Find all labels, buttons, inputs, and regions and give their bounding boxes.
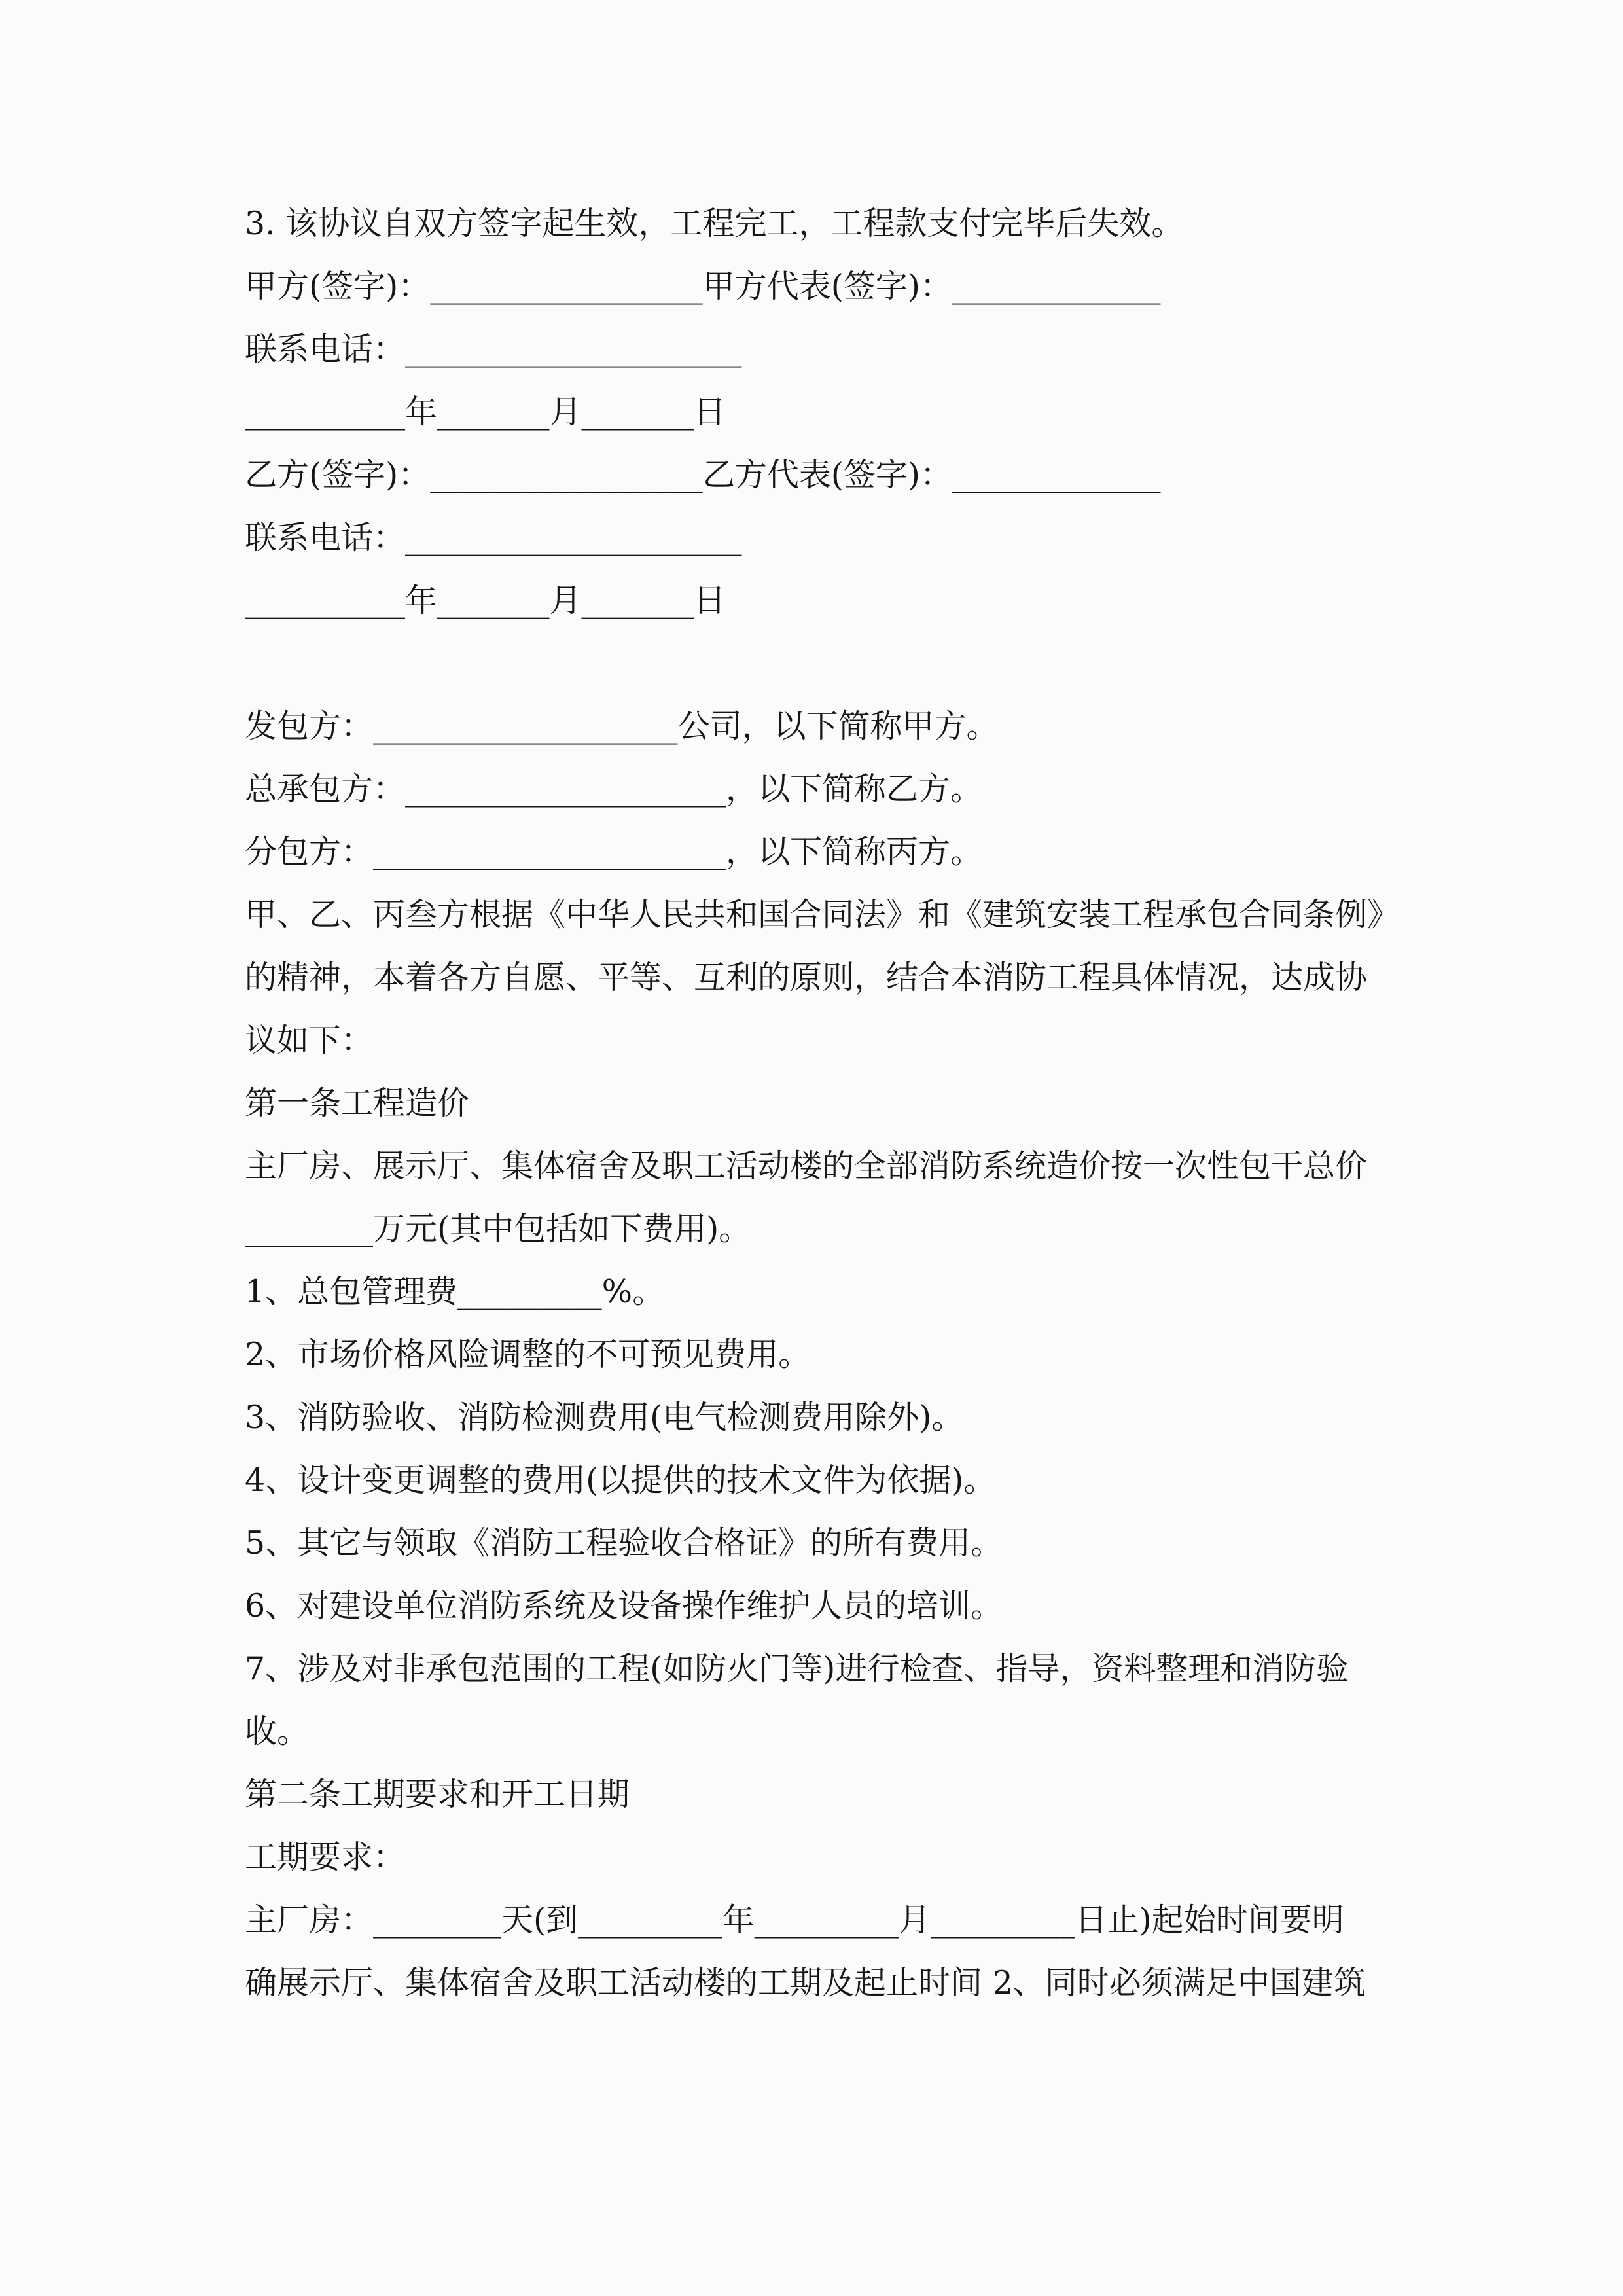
doc-line-article-1-cost-line-1: 主厂房、展示厅、集体宿舍及职工活动楼的全部消防系统造价按一次性包干总价 xyxy=(245,1147,1368,1185)
doc-line-party-a-signature-line: 甲方(签字)：_________________甲方代表(签字)：_____________ xyxy=(245,268,1161,305)
doc-line-cost-item-4: 4、设计变更调整的费用(以提供的技术文件为依据)。 xyxy=(245,1462,996,1499)
doc-line-cost-item-7-line-2: 收。 xyxy=(245,1713,310,1750)
doc-line-party-b-phone-line: 联系电话：_____________________ xyxy=(245,519,742,556)
doc-line-general-contractor-line: 总承包方：____________________，以下简称乙方。 xyxy=(245,770,983,808)
doc-line-party-a-date-line: __________年_______月_______日 xyxy=(245,393,726,431)
doc-line-cost-item-7-line-1: 7、涉及对非承包范围的工程(如防火门等)进行检查、指导，资料整理和消防验 xyxy=(245,1650,1349,1687)
doc-line-cost-item-2: 2、市场价格风险调整的不可预见费用。 xyxy=(245,1336,811,1373)
doc-line-cost-item-5: 5、其它与领取《消防工程验收合格证》的所有费用。 xyxy=(245,1524,1003,1562)
doc-line-main-plant-duration-line-1: 主厂房：________天(到_________年_________月_________日止)起始时间要明 xyxy=(245,1901,1344,1939)
doc-line-party-b-date-line: __________年_______月_______日 xyxy=(245,582,726,619)
doc-line-main-plant-duration-line-2: 确展示厅、集体宿舍及职工活动楼的工期及起止时间 2、同时必须满足中国建筑 xyxy=(245,1964,1366,2001)
doc-line-cost-item-6: 6、对建设单位消防系统及设备操作维护人员的培训。 xyxy=(245,1587,1003,1624)
doc-line-duration-requirement-label: 工期要求： xyxy=(245,1839,406,1876)
doc-line-party-b-signature-line: 乙方(签字)：_________________乙方代表(签字)：_____________ xyxy=(245,456,1161,493)
doc-line-article-1-heading: 第一条工程造价 xyxy=(245,1085,470,1122)
doc-line-employer-line: 发包方：___________________公司，以下简称甲方。 xyxy=(245,708,999,745)
doc-line-cost-item-3: 3、消防验收、消防检测费用(电气检测费用除外)。 xyxy=(245,1399,964,1436)
doc-line-preamble-line-1: 甲、乙、丙叁方根据《中华人民共和国合同法》和《建筑安装工程承包合同条例》 xyxy=(245,896,1400,933)
doc-line-clause-3-effectiveness: 3. 该协议自双方签字起生效，工程完工，工程款支付完毕后失效。 xyxy=(245,205,1184,242)
doc-line-article-2-heading: 第二条工期要求和开工日期 xyxy=(245,1776,630,1813)
doc-line-article-1-cost-line-2: ________万元(其中包括如下费用)。 xyxy=(245,1210,751,1247)
doc-line-party-a-phone-line: 联系电话：_____________________ xyxy=(245,331,742,368)
doc-line-cost-item-1: 1、总包管理费_________%。 xyxy=(245,1273,665,1310)
doc-line-subcontractor-line: 分包方：______________________，以下简称丙方。 xyxy=(245,833,983,870)
doc-line-blank-line xyxy=(245,632,1416,695)
document-body xyxy=(245,192,1416,2015)
doc-line-preamble-line-2: 的精神，本着各方自愿、平等、互利的原则，结合本消防工程具体情况，达成协 xyxy=(245,959,1368,996)
doc-line-preamble-line-3: 议如下： xyxy=(245,1022,374,1059)
